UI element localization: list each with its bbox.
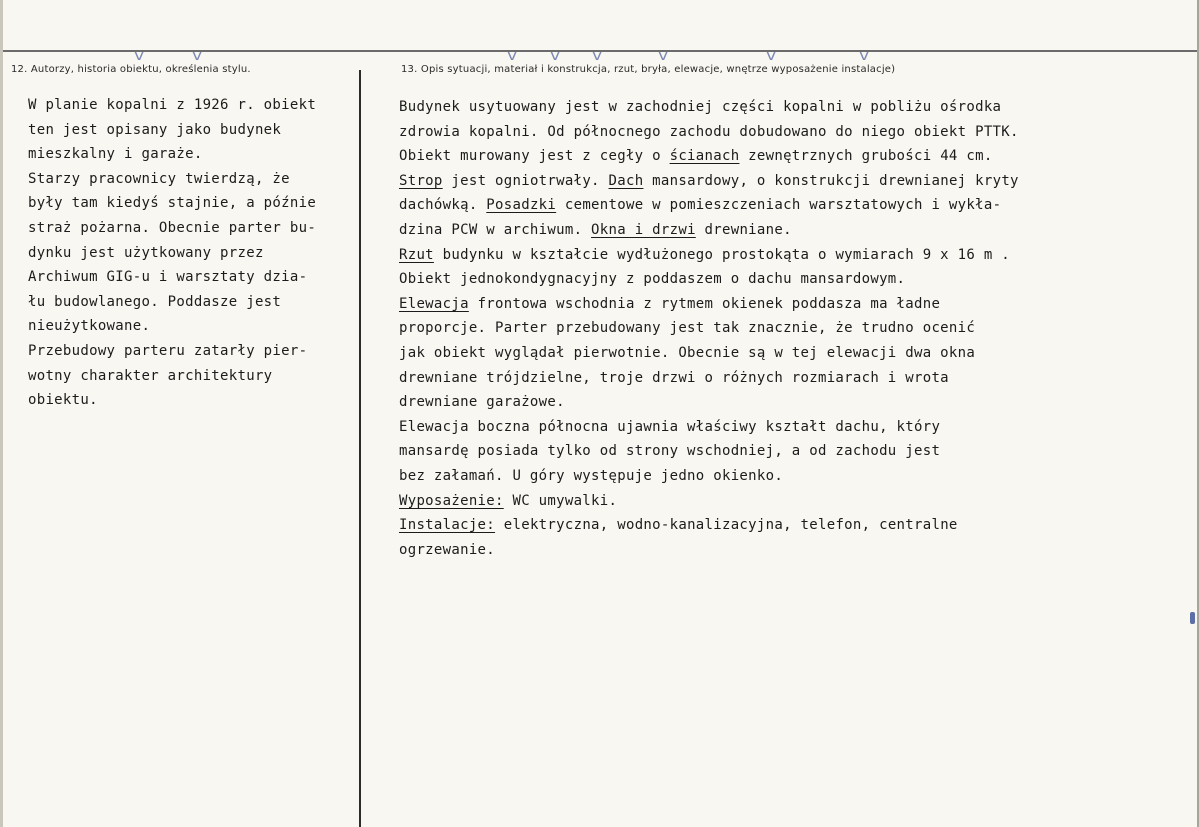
text-run: zewnętrznych grubości 44 cm.: [739, 148, 993, 165]
text-line: Budynek usytuowany jest w zachodniej części kopalni w pobliżu ośrodka: [399, 99, 1002, 115]
check-mark: v: [134, 48, 145, 64]
underlined-term: Elewacja: [399, 295, 469, 312]
text-line: [399, 193, 1159, 218]
check-mark: v: [859, 48, 870, 64]
text-run: drewniane.: [695, 221, 792, 238]
text-line: mansardę posiada tylko od strony wschodniej, a od zachodu jest: [399, 443, 941, 460]
text-line: łu budowlanego. Poddasze jest: [28, 293, 282, 310]
text-line: [399, 218, 1159, 243]
text-line: [399, 513, 1159, 538]
text-line: Starzy pracownicy twierdzą, że: [28, 170, 290, 187]
text-line: mieszkalny i garaże.: [28, 146, 203, 163]
text-line: ogrzewanie.: [399, 541, 496, 558]
column-divider: [359, 70, 361, 827]
text-run: elektryczna, wodno-kanalizacyjna, telefon, centralne: [495, 517, 958, 534]
underlined-term: Rzut: [399, 246, 434, 263]
text-line: drewniane garażowe.: [399, 394, 565, 411]
text-line: zdrowia kopalni. Od północnego zachodu dobudowano do niego obiekt PTTK.: [399, 123, 1019, 140]
text-line: jak obiekt wyglądał pierwotnie. Obecnie są w tej elewacji dwa okna: [399, 344, 976, 361]
check-mark: v: [658, 48, 669, 64]
text-run: WC umywalki.: [503, 492, 618, 509]
text-line: Archiwum GIG-u i warsztaty dzia-: [28, 269, 308, 286]
text-line: [399, 169, 1159, 194]
text-line: W planie kopalni z 1926 r. obiekt: [28, 97, 317, 113]
check-mark: v: [507, 48, 518, 64]
text-line: proporcje. Parter przebudowany jest tak znacznie, że trudno ocenić: [399, 320, 976, 337]
text-line: [399, 243, 1159, 268]
text-run: Obiekt murowany jest z cegły o: [399, 148, 670, 165]
check-mark: v: [192, 48, 203, 64]
text-run: cementowe w pomieszczeniach warsztatowych i wykła-: [556, 197, 1002, 214]
underlined-term: Posadzki: [486, 197, 557, 214]
underlined-term: Dach: [608, 172, 644, 189]
text-run: dachówką.: [399, 197, 487, 214]
text-line: nieużytkowane.: [28, 318, 151, 335]
text-run: mansardowy, o konstrukcji drewnianej kryty: [643, 172, 1019, 189]
section-12-header: 12. Autorzy, historia obiektu, określenia stylu.: [11, 64, 251, 75]
underlined-term: Instalacje:: [399, 517, 496, 534]
text-line: bez załamań. U góry występuje jedno okienko.: [399, 467, 784, 484]
text-line: wotny charakter architektury: [28, 367, 273, 384]
text-line: dynku jest użytkowany przez: [28, 244, 264, 261]
text-run: frontowa wschodnia z rytmem okienek poddasza ma ładne: [468, 295, 941, 312]
check-mark: v: [550, 48, 561, 64]
text-line: [399, 489, 1159, 514]
text-line: Przebudowy parteru zatarły pier-: [28, 342, 308, 359]
text-line: Elewacja boczna północna ujawnia właściwy kształt dachu, który: [399, 418, 941, 435]
text-run: budynku w kształcie wydłużonego prostokąta o wymiarach 9 x 16 m .: [433, 246, 1011, 263]
text-line: [399, 144, 1159, 169]
check-mark: v: [766, 48, 777, 64]
section-13-header: 13. Opis sytuacji, materiał i konstrukcja, rzut, bryła, elewacje, wnętrze wyposażenie instalacje): [401, 64, 896, 75]
underlined-term: Strop: [399, 172, 443, 189]
text-line: Obiekt jednokondygnacyjny z poddaszem o dachu mansardowym.: [399, 271, 906, 288]
description-text: [399, 95, 1159, 562]
text-line: obiektu.: [28, 392, 98, 409]
history-text: [28, 93, 358, 413]
text-line: straż pożarna. Obecnie parter bu-: [28, 219, 317, 236]
text-line: [399, 292, 1159, 317]
text-run: jest ogniotrwały.: [442, 172, 609, 189]
text-line: były tam kiedyś stajnie, a późnie: [28, 195, 317, 212]
underlined-term: Okna i drzwi: [591, 221, 696, 238]
check-mark: v: [592, 48, 603, 64]
underlined-term: ścianach: [669, 148, 740, 165]
ink-mark: [1190, 612, 1195, 624]
text-line: drewniane trójdzielne, troje drzwi o różnych rozmiarach i wrota: [399, 369, 949, 386]
underlined-term: Wyposażenie:: [399, 492, 504, 509]
text-line: ten jest opisany jako budynek: [28, 121, 282, 138]
text-run: dzina PCW w archiwum.: [399, 221, 592, 238]
